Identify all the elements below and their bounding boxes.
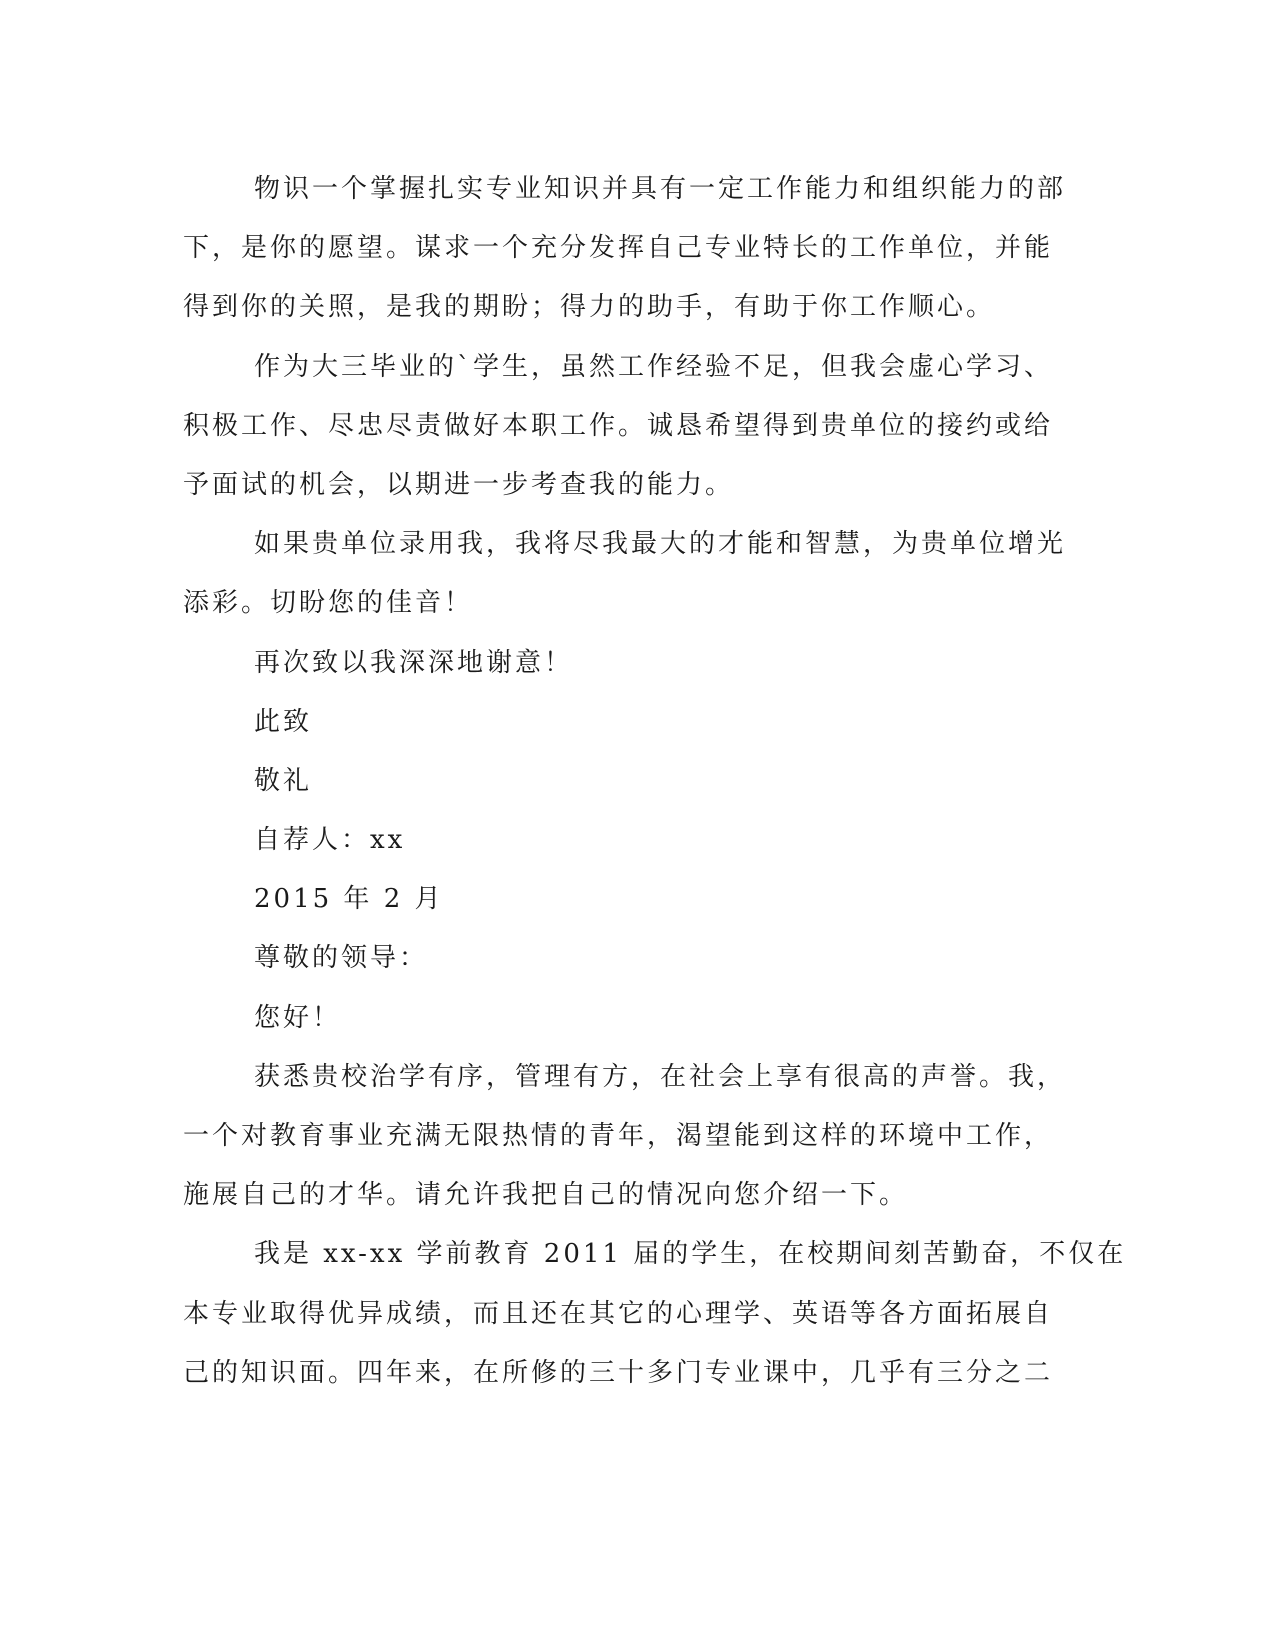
text-line: 作为大三毕业的`学生，虽然工作经验不足，但我会虚心学习、	[254, 351, 1054, 382]
text-line: 一个对教育事业充满无限热情的青年，渴望能到这样的环境中工作，	[183, 1121, 1054, 1151]
text-line: 积极工作、尽忠尽责做好本职工作。诚恳希望得到贵单位的接约或给	[183, 410, 1054, 441]
closing-thanks: 再次致以我深深地谢意！	[254, 647, 574, 678]
text-line: 物识一个掌握扎实专业知识并具有一定工作能力和组织能力的部	[254, 174, 1067, 204]
date-line: 2015 年 2 月	[254, 884, 444, 915]
text-line: 得到你的关照，是我的期盼；得力的助手，有助于你工作顺心。	[183, 292, 996, 323]
text-line: 添彩。切盼您的佳音！	[183, 588, 474, 619]
closing-salutation: 此致	[254, 706, 313, 737]
signature-line: 自荐人：xx	[254, 825, 406, 856]
text-line: 予面试的机会，以期进一步考查我的能力。	[183, 469, 735, 500]
closing-regards: 敬礼	[254, 765, 313, 796]
greeting-hello: 您好！	[254, 1002, 342, 1033]
text-line: 己的知识面。四年来，在所修的三十多门专业课中，几乎有三分之二	[183, 1357, 1054, 1388]
text-line: 本专业取得优异成绩，而且还在其它的心理学、英语等各方面拓展自	[183, 1298, 1054, 1329]
greeting-heading: 尊敬的领导：	[254, 943, 429, 974]
text-line: 如果贵单位录用我，我将尽我最大的才能和智慧，为贵单位增光	[254, 529, 1067, 560]
text-line: 获悉贵校治学有序，管理有方，在社会上享有很高的声誉。我，	[254, 1061, 1067, 1092]
letter-body	[183, 160, 1127, 1403]
text-line: 施展自己的才华。请允许我把自己的情况向您介绍一下。	[183, 1180, 909, 1211]
text-line: 我是 xx-xx 学前教育 2011 届的学生，在校期间刻苦勤奋，不仅在	[254, 1239, 1127, 1270]
text-line: 下，是你的愿望。谋求一个充分发挥自己专业特长的工作单位，并能	[183, 233, 1054, 264]
